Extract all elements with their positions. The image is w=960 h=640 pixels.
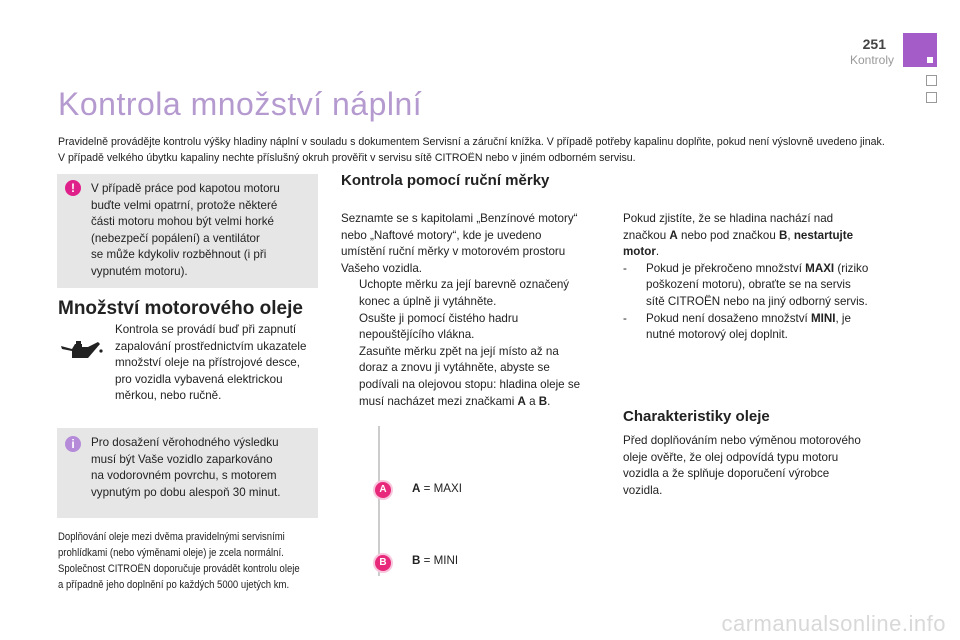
label-bold: A bbox=[412, 482, 421, 495]
footnote-line: Společnost CITROËN doporučuje provádět kontrolu oleje bbox=[58, 563, 300, 575]
list-item bbox=[341, 311, 611, 344]
info-line: Pro dosažení věrohodného výsledku bbox=[91, 436, 279, 449]
text-line: oleje ověřte, že olej odpovídá typu motoru bbox=[623, 450, 839, 464]
text-part: . bbox=[547, 394, 551, 408]
text-line: umístění ruční měrky v motorovém prostoru bbox=[341, 245, 566, 259]
marker-a-label bbox=[412, 482, 462, 495]
emphasis: nestartujte bbox=[793, 228, 854, 242]
chapter-tab-active[interactable] bbox=[903, 33, 937, 67]
text-part: (riziko bbox=[834, 261, 869, 275]
dipstick-illustration bbox=[378, 426, 380, 576]
oil-can-icon bbox=[58, 336, 104, 366]
warning-line: se může kdykoliv rozběhnout (i při bbox=[91, 248, 267, 262]
warning-line: (nebezpečí popálení) a ventilátor bbox=[91, 231, 260, 245]
text-line: nepouštějícího vlákna. bbox=[359, 328, 475, 342]
oil-amount-heading: Množství motorového oleje bbox=[58, 298, 303, 319]
text-line: Osušte ji pomocí čistého hadru bbox=[359, 311, 519, 325]
marker-a: A bbox=[375, 482, 391, 498]
text-line: Zasuňte měrku zpět na její místo až na bbox=[359, 344, 559, 358]
text-line bbox=[623, 228, 903, 245]
mark-b: B bbox=[778, 228, 788, 242]
list-item bbox=[623, 261, 903, 311]
text-line: podívali na olejovou stopu: hladina oleje se bbox=[359, 377, 581, 391]
text-part: Pokud je překročeno množství bbox=[646, 261, 806, 275]
warning-line: vypnutém motoru). bbox=[91, 264, 188, 278]
text-line: Uchopte měrku za její barevně označený bbox=[359, 278, 570, 292]
level-instructions bbox=[623, 211, 903, 344]
text-line bbox=[646, 261, 903, 278]
level-cases bbox=[623, 261, 903, 344]
warning-text bbox=[91, 181, 280, 281]
footnote-line: a případně jeho doplnění po každých 5000 ujetých km. bbox=[58, 579, 290, 591]
text-line: zapalování prostřednictvím ukazatele bbox=[115, 339, 307, 353]
watermark: carmanualsonline.info bbox=[721, 611, 946, 636]
text-line: Pokud zjistíte, že se hladina nachází nad bbox=[623, 212, 834, 225]
text-part: Pokud není dosaženo množství bbox=[646, 311, 811, 325]
oil-characteristics-text bbox=[623, 433, 861, 499]
info-line: na vodorovném povrchu, s motorem bbox=[91, 469, 277, 483]
warning-line: buďte velmi opatrní, protože některé bbox=[91, 198, 278, 212]
text-line: měrkou, nebo ručně. bbox=[115, 389, 222, 403]
text-line: poškození motoru), obraťte se na servis bbox=[646, 278, 851, 292]
text-line: vozidla. bbox=[623, 483, 663, 497]
text-part: , je bbox=[835, 311, 851, 325]
text-line: pro vozidla vybavená elektrickou bbox=[115, 372, 283, 386]
text-line: vozidla a že splňuje doporučení výrobce bbox=[623, 467, 830, 481]
intro-text bbox=[58, 134, 888, 166]
text-line: množství oleje na přístrojové desce, bbox=[115, 356, 300, 370]
text-part: , bbox=[787, 228, 794, 242]
text-line: Kontrola se provádí buď při zapnutí bbox=[115, 323, 297, 336]
mark-a: A bbox=[517, 394, 526, 408]
chapter-tab[interactable] bbox=[926, 92, 937, 103]
text-part: . bbox=[655, 245, 660, 259]
text-part: a bbox=[525, 394, 539, 408]
warning-line: V případě práce pod kapotou motoru bbox=[91, 182, 280, 195]
oil-amount-text bbox=[115, 322, 306, 405]
text-line: sítě CITROËN nebo na jiný odborný servis. bbox=[646, 294, 868, 308]
mark-b: B bbox=[538, 394, 548, 408]
footnote bbox=[58, 529, 323, 593]
text-line bbox=[646, 311, 903, 328]
dash-mark: - bbox=[623, 261, 627, 275]
dash-mark: - bbox=[623, 311, 627, 325]
list-item bbox=[623, 311, 903, 344]
text-part: nebo pod značkou bbox=[677, 228, 779, 242]
info-text bbox=[91, 435, 281, 501]
footnote-line: prohlídkami (nebo výměnami oleje) je zcela normální. bbox=[58, 547, 284, 559]
intro-line: V případě velkého úbytku kapaliny nechte příslušný okruh prověřit v servisu sítě CITROËN nebo v jiném odborném servisu. bbox=[58, 152, 636, 164]
text-line: Seznamte se s kapitolami „Benzínové motory“ bbox=[341, 212, 578, 225]
text-line: nebo „Naftové motory“, kde je uvedeno bbox=[341, 228, 542, 242]
warning-icon: ! bbox=[65, 180, 81, 196]
manual-check-text bbox=[341, 211, 611, 410]
page-title: Kontrola množství náplní bbox=[58, 86, 423, 122]
info-line: musí být Vaše vozidlo zaparkováno bbox=[91, 452, 273, 466]
emphasis: motor bbox=[623, 245, 656, 259]
marker-b: B bbox=[375, 555, 391, 571]
tab-dot bbox=[927, 57, 933, 63]
text-line bbox=[359, 394, 611, 411]
footnote-line: Doplňování oleje mezi dvěma pravidelnými servisními bbox=[58, 531, 285, 543]
list-item bbox=[341, 344, 611, 410]
warning-line: části motoru mohou být velmi horké bbox=[91, 215, 274, 229]
text-line: Vašeho vozidla. bbox=[341, 261, 422, 275]
info-icon: i bbox=[65, 436, 81, 452]
text-line: Před doplňováním nebo výměnou motorového bbox=[623, 434, 861, 447]
emphasis: MINI bbox=[811, 311, 836, 325]
mark-a: A bbox=[669, 228, 678, 242]
text-line: konec a úplně ji vytáhněte. bbox=[359, 294, 497, 308]
intro-line: Pravidelně provádějte kontrolu výšky hladiny náplní v souladu s dokumentem Servisní a záruční knížka. V případě potřeby kapalinu doplňte, pokud není výslovně uvedeno jinak. bbox=[58, 136, 885, 148]
manual-check-heading: Kontrola pomocí ruční měrky bbox=[341, 172, 550, 189]
text-line bbox=[623, 244, 903, 261]
emphasis: MAXI bbox=[805, 261, 835, 275]
list-item bbox=[341, 277, 611, 310]
chapter-tab[interactable] bbox=[926, 75, 937, 86]
text-part: musí nacházet mezi značkami bbox=[359, 394, 518, 408]
section-name: Kontroly bbox=[849, 53, 894, 67]
page-number: 251 bbox=[862, 36, 886, 52]
manual-check-steps bbox=[341, 277, 611, 410]
label-text: = MINI bbox=[420, 554, 459, 567]
info-line: vypnutým po dobu alespoň 30 minut. bbox=[91, 485, 281, 499]
text-line: nutné motorový olej doplnit. bbox=[646, 328, 788, 342]
text-part: značkou bbox=[623, 228, 670, 242]
oil-characteristics-heading: Charakteristiky oleje bbox=[623, 408, 770, 425]
label-bold: B bbox=[412, 554, 421, 567]
marker-b-label bbox=[412, 554, 458, 567]
text-line: doraz a znovu ji vytáhněte, abyste se bbox=[359, 361, 550, 375]
label-text: = MAXI bbox=[420, 482, 462, 495]
